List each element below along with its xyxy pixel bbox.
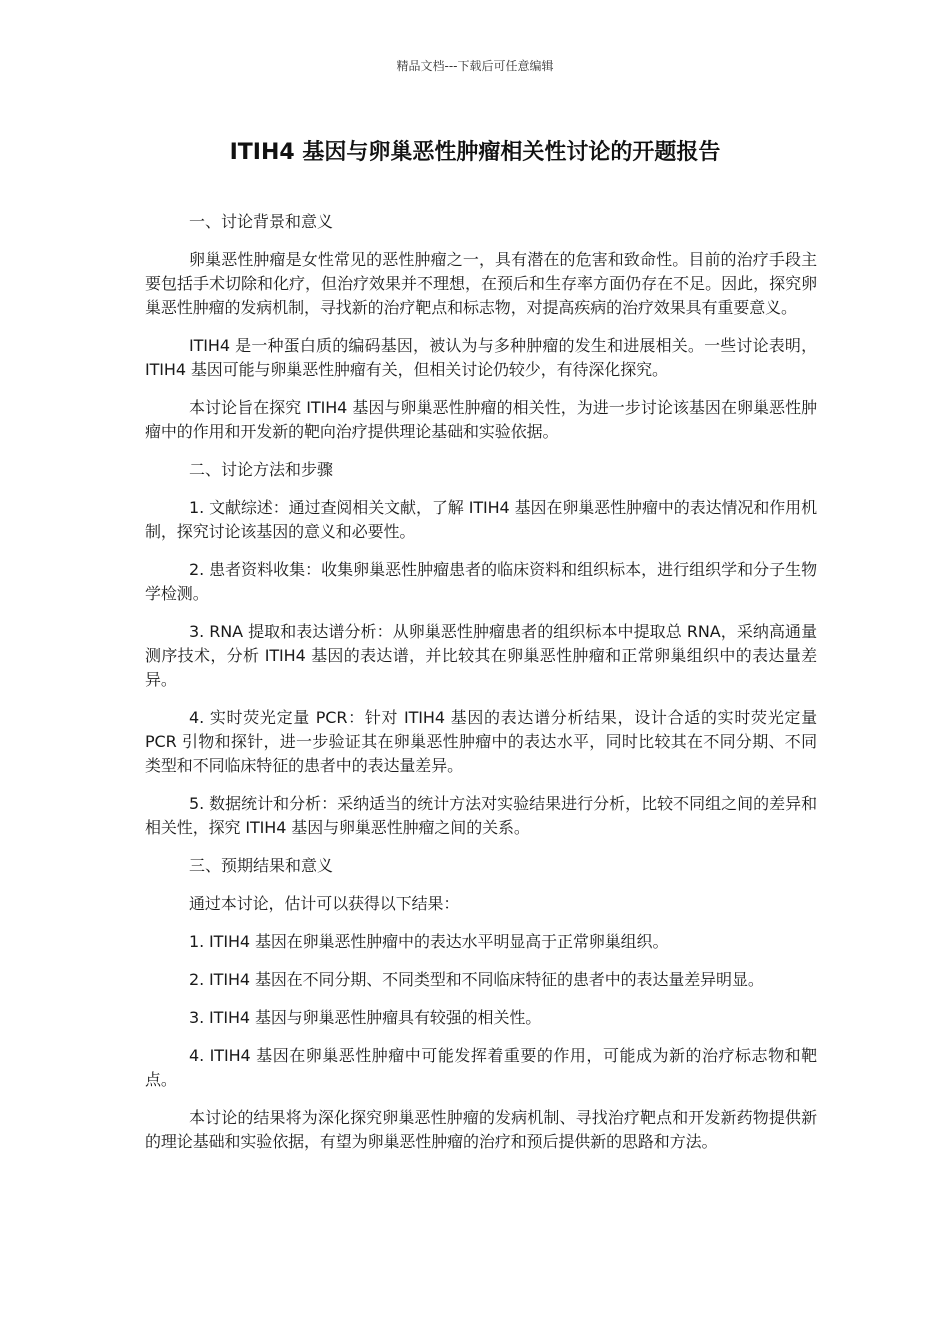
result-item: 3. ITIH4 基因与卵巢恶性肿瘤具有较强的相关性。 [189,1008,542,1027]
method-step: 2. 患者资料收集：收集卵巢恶性肿瘤患者的临床资料和组织标本，进行组织学和分子生物学检测。 [145,560,817,603]
paragraph: ITIH4 是一种蛋白质的编码基因，被认为与多种肿瘤的发生和进展相关。一些讨论表明，ITIH4 基因可能与卵巢恶性肿瘤有关，但相关讨论仍较少，有待深化探究。 [145,336,817,379]
method-step: 1. 文献综述：通过查阅相关文献，了解 ITIH4 基因在卵巢恶性肿瘤中的表达情况和作用机制，探究讨论该基因的意义和必要性。 [145,498,817,541]
document-body [145,210,817,1168]
section-heading-methods: 二、讨论方法和步骤 [189,460,334,479]
result-item: 2. ITIH4 基因在不同分期、不同类型和不同临床特征的患者中的表达量差异明显。 [189,970,764,989]
section-heading-background: 一、讨论背景和意义 [189,212,334,231]
results-intro: 通过本讨论，估计可以获得以下结果： [189,894,460,913]
method-step: 4. 实时荧光定量 PCR：针对 ITIH4 基因的表达谱分析结果，设计合适的实时荧光定量 PCR 引物和探针，进一步验证其在卵巢恶性肿瘤中的表达水平，同时比较其在不同分期、不同类型和不同临床特征的患者中的表达量差异。 [145,708,817,775]
method-step: 3. RNA 提取和表达谱分析：从卵巢恶性肿瘤患者的组织标本中提取总 RNA，采纳高通量测序技术，分析 ITIH4 基因的表达谱，并比较其在卵巢恶性肿瘤和正常卵巢组织中的表达量差异。 [145,622,817,689]
paragraph: 本讨论旨在探究 ITIH4 基因与卵巢恶性肿瘤的相关性，为进一步讨论该基因在卵巢恶性肿瘤中的作用和开发新的靶向治疗提供理论基础和实验依据。 [145,398,817,441]
method-step: 5. 数据统计和分析：采纳适当的统计方法对实验结果进行分析，比较不同组之间的差异和相关性，探究 ITIH4 基因与卵巢恶性肿瘤之间的关系。 [145,794,817,837]
document-title: ITIH4 基因与卵巢恶性肿瘤相关性讨论的开题报告 [229,140,721,165]
section-heading-expected-results: 三、预期结果和意义 [189,856,334,875]
result-item: 1. ITIH4 基因在卵巢恶性肿瘤中的表达水平明显高于正常卵巢组织。 [189,932,669,951]
result-item: 4. ITIH4 基因在卵巢恶性肿瘤中可能发挥着重要的作用，可能成为新的治疗标志物和靶点。 [145,1046,817,1089]
conclusion-paragraph: 本讨论的结果将为深化探究卵巢恶性肿瘤的发病机制、寻找治疗靶点和开发新药物提供新的理论基础和实验依据，有望为卵巢恶性肿瘤的治疗和预后提供新的思路和方法。 [145,1108,817,1151]
paragraph: 卵巢恶性肿瘤是女性常见的恶性肿瘤之一，具有潜在的危害和致命性。目前的治疗手段主要包括手术切除和化疗，但治疗效果并不理想，在预后和生存率方面仍存在不足。因此，探究卵巢恶性肿瘤的发病机制，寻找新的治疗靶点和标志物，对提高疾病的治疗效果具有重要意义。 [145,250,817,317]
page-header: 精品文档---下载后可任意编辑 [396,59,554,73]
